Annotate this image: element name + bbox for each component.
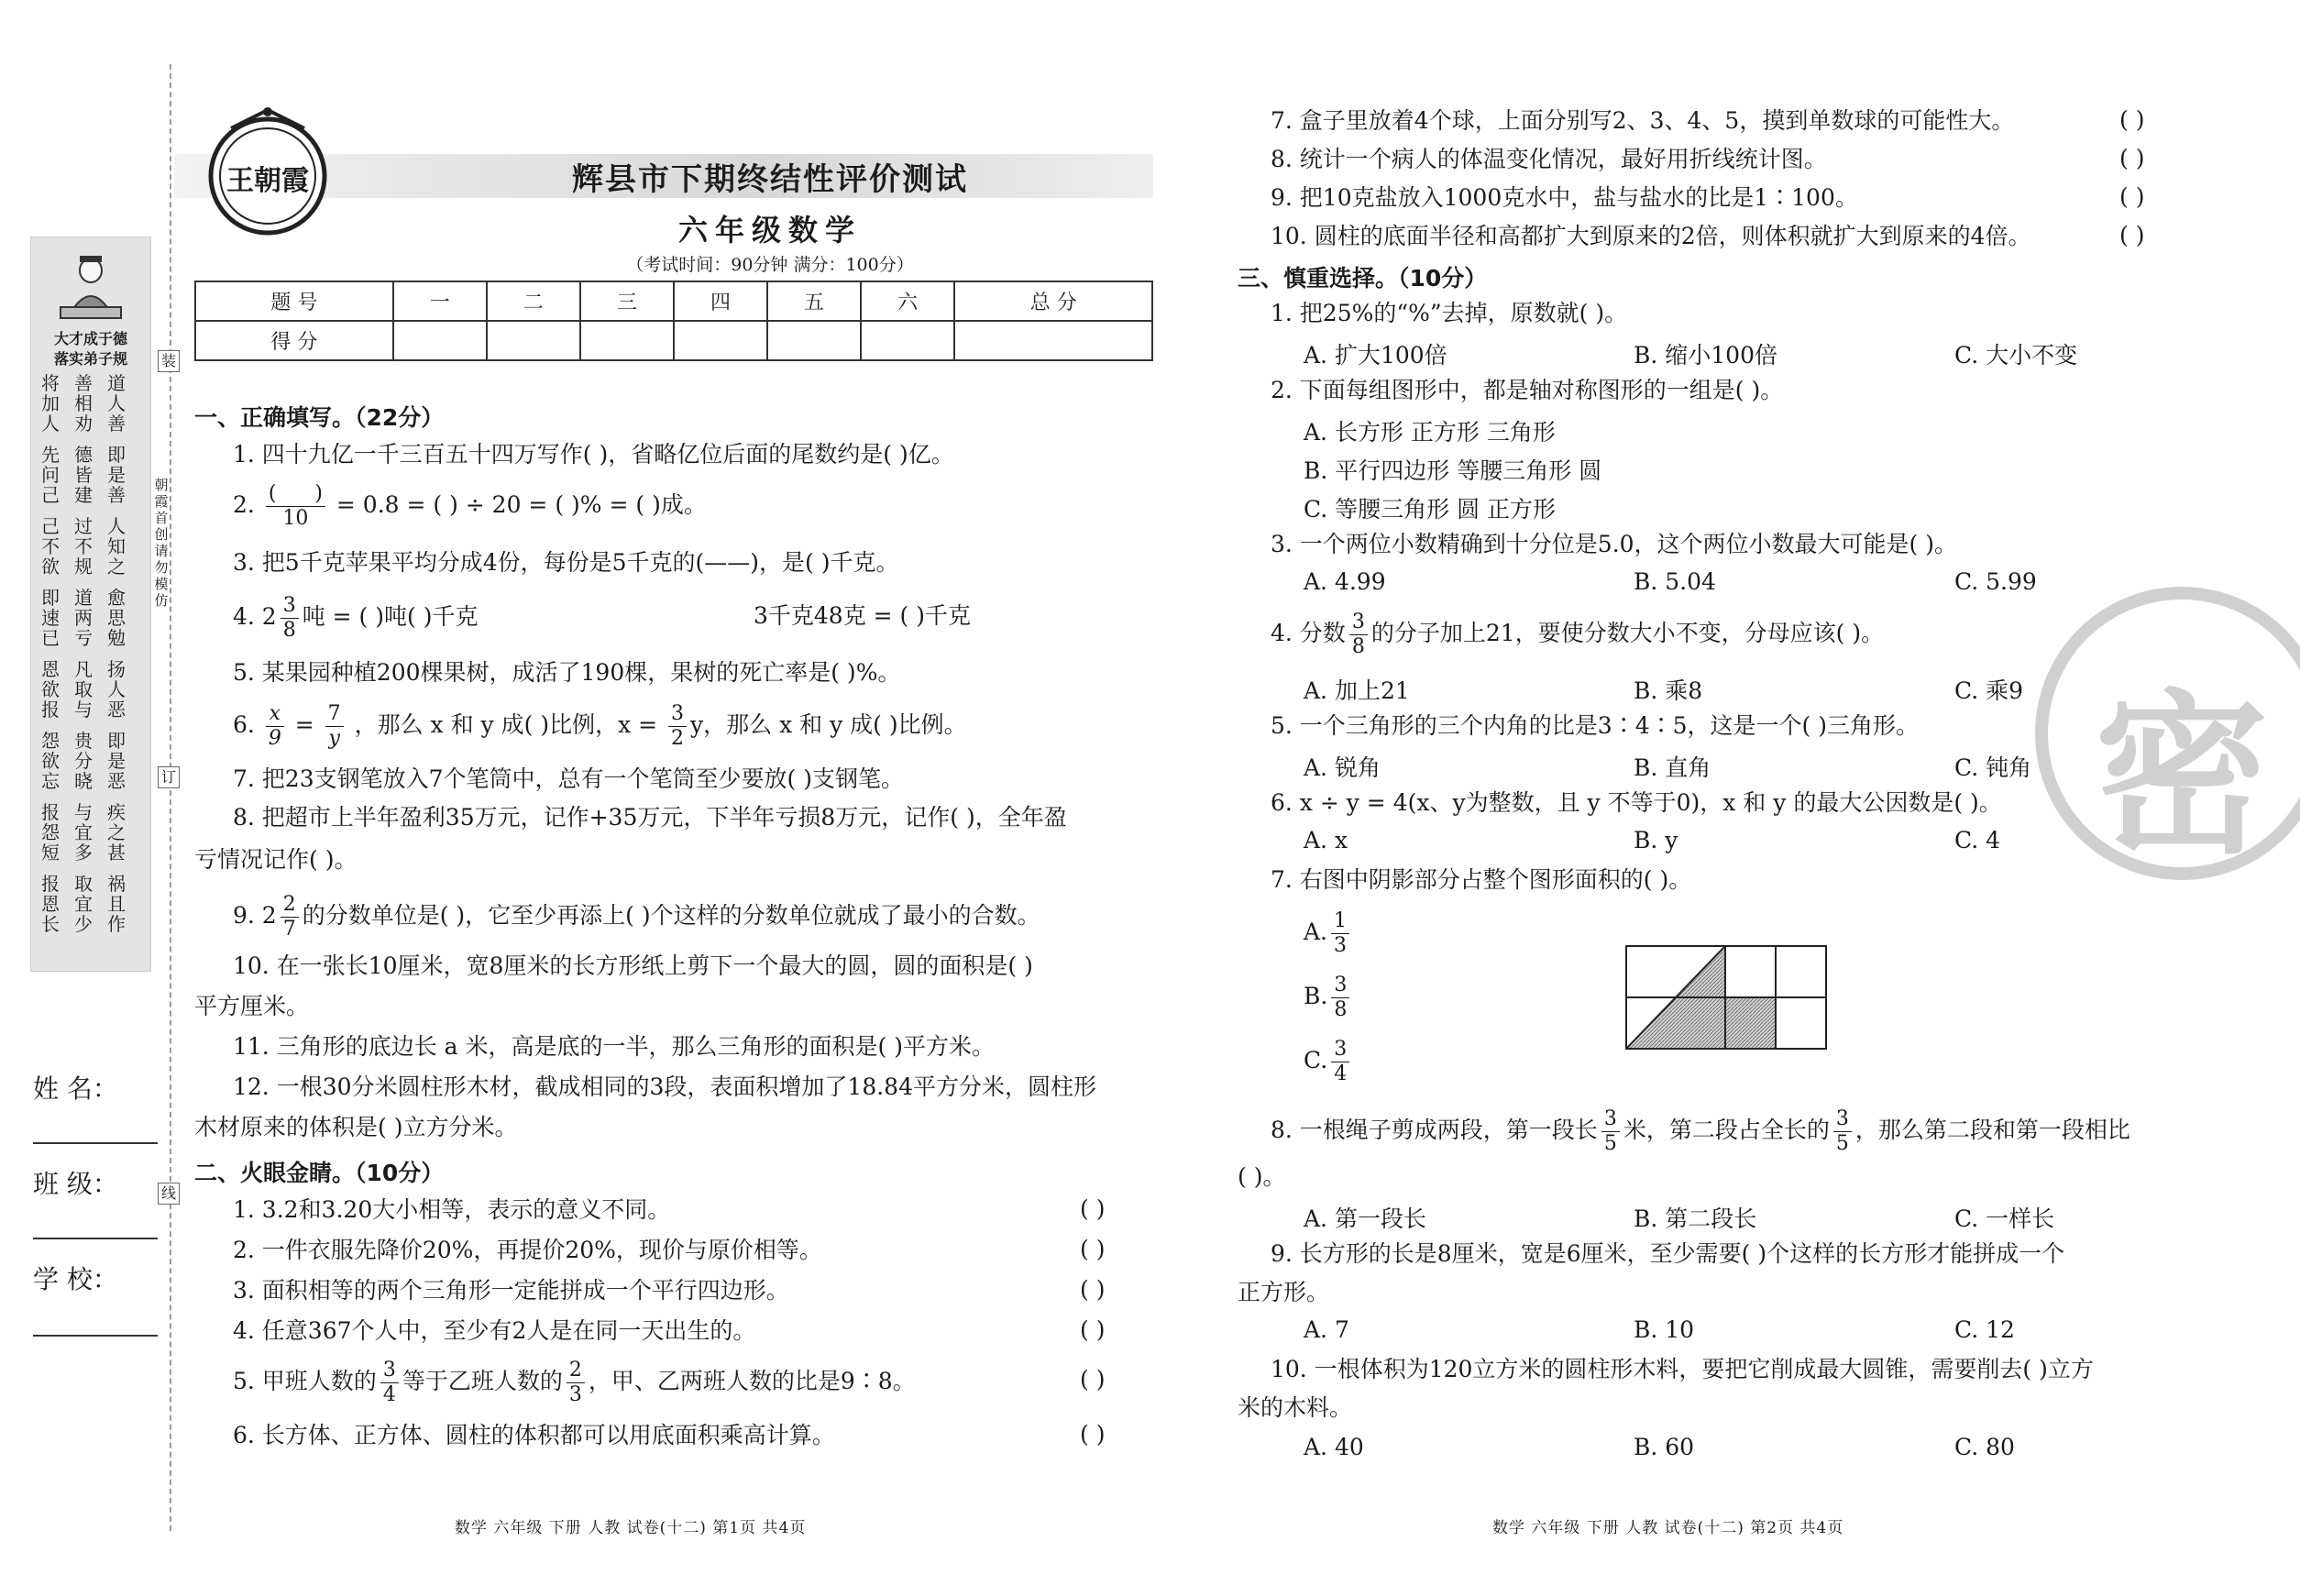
section-1-heading: 一、正确填写。（22分）	[194, 404, 445, 431]
question-3-9b: 正方形。	[1238, 1279, 1330, 1305]
motto-line-2: 落实弟子规	[53, 350, 127, 368]
option-a[interactable]: A. 锐角	[1304, 754, 1381, 781]
question-1-2	[233, 484, 707, 529]
motto-col: 道两亏	[74, 587, 93, 649]
question-2-3: 3. 面积相等的两个三角形一定能拼成一个平行四边形。	[233, 1277, 789, 1304]
judge-blank[interactable]: ( )	[1080, 1316, 1106, 1343]
score-input[interactable]	[767, 321, 861, 360]
fraction-numerator: 7	[325, 704, 344, 727]
option-b[interactable]	[1304, 975, 1353, 1020]
fraction-denominator: 5	[1603, 1132, 1617, 1155]
option-c[interactable]: C. 5.99	[1954, 568, 2037, 595]
question-text: 6.	[233, 711, 255, 738]
option-b[interactable]: B. 平行四边形 等腰三角形 圆	[1304, 457, 1602, 484]
option-c[interactable]: C. 钝角	[1954, 754, 2032, 781]
score-table	[194, 281, 1153, 361]
fraction-denominator: 9	[268, 727, 281, 750]
option-label: C.	[1304, 1047, 1328, 1073]
option-c[interactable]: C. 等腰三角形 圆 正方形	[1304, 496, 1557, 523]
motto-col: 善相劝	[74, 372, 93, 435]
motto-col: 扬人恶	[107, 658, 126, 721]
copyright-note: 朝霞首创 请勿模仿	[154, 477, 169, 609]
scholar-figure-icon	[51, 250, 130, 324]
page-title: 辉县市下期终结性评价测试	[572, 161, 968, 198]
page-footer-right: 数学 六年级 下册 人教 试卷(十二) 第2页 共4页	[1492, 1519, 1844, 1537]
fraction	[1331, 975, 1349, 1020]
question-text: ，那么第二段和第一段相比	[1854, 1117, 2130, 1143]
judge-blank[interactable]: ( )	[2119, 106, 2145, 133]
judge-blank[interactable]: ( )	[1080, 1366, 1106, 1392]
fraction	[281, 596, 299, 641]
question-3-2: 2. 下面每组图形中，都是轴对称图形的一组是( )。	[1271, 377, 1784, 403]
option-b[interactable]: B. 10	[1634, 1316, 1695, 1343]
question-text: 的分子加上21，要使分数大小不变，分母应该( )。	[1370, 620, 1885, 646]
fraction	[380, 1360, 399, 1405]
motto-col: 怨欲忘	[41, 730, 60, 792]
question-1-10b: 平方厘米。	[194, 993, 310, 1019]
question-1-1: 1. 四十九亿一千三百五十四万写作( )，省略亿位后面的尾数约是( )亿。	[233, 441, 954, 468]
option-b[interactable]: B. 第二段长	[1634, 1205, 1757, 1232]
fraction-denominator: 3	[568, 1383, 582, 1406]
fraction-numerator: 1	[1331, 911, 1349, 934]
question-3-7: 7. 右图中阴影部分占整个图形面积的( )。	[1271, 866, 1692, 893]
judge-blank[interactable]: ( )	[2119, 145, 2145, 171]
score-cell: 三	[580, 281, 674, 321]
option-c[interactable]: C. 12	[1954, 1316, 2015, 1343]
motto-col: 己不欲	[41, 515, 60, 578]
fraction-numerator: x	[266, 704, 284, 727]
binding-mark-zhuang: 装	[158, 350, 180, 372]
fraction-numerator: 3	[380, 1360, 399, 1383]
option-c[interactable]: C. 4	[1954, 827, 2001, 853]
option-b[interactable]: B. 缩小100倍	[1634, 342, 1777, 369]
fraction-denominator: 8	[1334, 998, 1348, 1021]
option-a[interactable]: A. 加上21	[1304, 677, 1410, 704]
motto-col: 取宜少	[74, 873, 93, 935]
fraction-denominator: 2	[671, 727, 685, 750]
fraction-numerator: 2	[281, 895, 299, 918]
judge-blank[interactable]: ( )	[1080, 1421, 1106, 1447]
question-text: 4. 2	[233, 603, 277, 630]
fraction	[1833, 1109, 1852, 1154]
fraction-numerator-blank[interactable]: ( )	[266, 484, 325, 507]
option-label: A.	[1304, 919, 1328, 945]
section-3-heading: 三、慎重选择。（10分）	[1238, 265, 1488, 292]
fraction	[266, 704, 284, 749]
fraction	[1331, 1040, 1349, 1084]
motto-col: 疾之甚	[107, 801, 126, 864]
question-2-4: 4. 任意367个人中，至少有2人是在同一天出生的。	[233, 1317, 756, 1344]
fraction-denominator: 5	[1835, 1132, 1849, 1155]
question-2-7: 7. 盒子里放着4个球，上面分别写2、3、4、5，摸到单数球的可能性大。	[1271, 107, 2015, 134]
option-b[interactable]: B. 5.04	[1634, 568, 1716, 595]
judge-blank[interactable]: ( )	[2119, 222, 2145, 248]
fraction-numerator: 3	[281, 596, 299, 619]
motto-col: 将加人	[41, 372, 60, 435]
question-3-8b: ( )。	[1238, 1163, 1286, 1190]
question-1-3: 3. 把5千克苹果平均分成4份，每份是5千克的(——)，是( )千克。	[233, 549, 899, 576]
fraction-denominator: 3	[1334, 934, 1348, 957]
option-a[interactable]: A. 40	[1304, 1434, 1364, 1460]
option-a[interactable]: A. 长方形 正方形 三角形	[1304, 419, 1556, 446]
fraction-denominator: 10	[282, 507, 309, 530]
fraction-numerator: 3	[1833, 1109, 1852, 1132]
question-1-4	[233, 596, 478, 641]
motto-col: 先问己	[41, 444, 60, 506]
judge-blank[interactable]: ( )	[1080, 1195, 1106, 1222]
fraction	[1331, 911, 1349, 956]
confidential-seal-icon	[2035, 587, 2300, 880]
motto-col: 即是恶	[107, 730, 126, 792]
option-a[interactable]: A. 扩大100倍	[1304, 342, 1447, 369]
fraction-denominator: y	[328, 727, 340, 750]
motto-col: 凡取与	[74, 658, 93, 721]
judge-blank[interactable]: ( )	[1080, 1236, 1106, 1262]
fraction-numerator: 2	[567, 1360, 585, 1383]
question-text: 等于乙班人数的	[402, 1368, 563, 1394]
question-1-10a: 10. 在一张长10厘米，宽8厘米的长方形纸上剪下一个最大的圆，圆的面积是( )	[233, 952, 1033, 979]
seal-text: 密	[2094, 675, 2269, 877]
score-cell: 得 分	[195, 321, 393, 360]
option-a[interactable]: A. 第一段长	[1304, 1205, 1426, 1232]
score-input[interactable]	[393, 321, 487, 360]
motto-col: 贵分晓	[74, 730, 93, 792]
question-1-6: 6. $\frac{x}{9}$ = $\frac{7}{y}$ ，那么 x 和 y 成( )比例，x = $\frac{3}{2}$ y，那么 x 和 y 成( )比例。	[233, 702, 967, 750]
fraction	[281, 895, 299, 940]
fraction	[1349, 612, 1368, 657]
question-2-10: 10. 圆柱的底面半径和高都扩大到原来的2倍，则体积就扩大到原来的4倍。	[1271, 223, 2031, 249]
question-3-1: 1. 把25%的“%”去掉，原数就( )。	[1271, 300, 1628, 326]
binding-line	[170, 64, 171, 1531]
question-text: 米，第二段占全长的	[1623, 1117, 1830, 1143]
question-3-10a: 10. 一根体积为120立方米的圆柱形木料，要把它削成最大圆锥，需要削去( )立方	[1271, 1356, 2094, 1382]
page-footer-left: 数学 六年级 下册 人教 试卷(十二) 第1页 共4页	[455, 1519, 807, 1537]
subject-title: 六年级数学	[677, 213, 862, 248]
fraction	[325, 704, 344, 749]
question-text: = 0.8 = ( ) ÷ 20 = ( )% = ( )成。	[336, 491, 707, 518]
fraction	[266, 484, 325, 529]
shaded-square	[1725, 997, 1776, 1049]
sidebar-panel	[30, 237, 151, 972]
question-1-5: 5. 某果园种植200棵果树，成活了190棵，果树的死亡率是( )%。	[233, 659, 901, 686]
fraction	[567, 1360, 585, 1405]
question-1-8a: 8. 把超市上半年盈利35万元，记作+35万元，下半年亏损8万元，记作( )，全年盈	[233, 804, 1067, 831]
motto-col: 人知之	[107, 515, 126, 578]
option-label: B.	[1304, 983, 1328, 1009]
question-2-9: 9. 把10克盐放入1000克水中，盐与盐水的比是1∶100。	[1271, 184, 1858, 211]
score-cell: 四	[674, 281, 767, 321]
score-input[interactable]	[861, 321, 954, 360]
question-number: 2.	[233, 491, 255, 518]
question-text: ，那么 x 和 y 成( )比例，x =	[354, 711, 658, 738]
motto-col: 即是善	[107, 444, 126, 506]
fraction-denominator: 4	[1334, 1062, 1348, 1085]
option-b[interactable]: B. 直角	[1634, 754, 1711, 781]
score-input[interactable]	[954, 321, 1152, 360]
fraction-numerator: 3	[1331, 975, 1349, 998]
motto-block	[40, 373, 143, 960]
question-text: 吨 = ( )吨( )千克	[302, 603, 479, 630]
motto-col: 恩欲报	[41, 658, 60, 721]
motto-col: 过不规	[74, 515, 93, 578]
question-2-1: 1. 3.2和3.20大小相等，表示的意义不同。	[233, 1196, 671, 1223]
motto-col: 与宜多	[74, 801, 93, 864]
score-input[interactable]	[580, 321, 674, 360]
motto-line-1: 大才成于德	[53, 330, 127, 347]
fraction-numerator: 3	[1349, 612, 1368, 635]
question-3-3: 3. 一个两位小数精确到十分位是5.0，这个两位小数最大可能是( )。	[1271, 531, 1958, 557]
option-c[interactable]	[1304, 1040, 1353, 1084]
score-cell: 五	[767, 281, 861, 321]
question-3-10b: 米的木料。	[1238, 1394, 1353, 1421]
question-1-12b: 木材原来的体积是( )立方分米。	[194, 1114, 518, 1140]
motto-col: 报怨短	[41, 801, 60, 864]
class-field[interactable]	[33, 1238, 158, 1239]
motto-col: 祸且作	[107, 873, 126, 935]
score-cell: 一	[393, 281, 487, 321]
question-1-4b: 3千克48克 = ( )千克	[754, 602, 972, 629]
option-a[interactable]: A. 7	[1304, 1316, 1349, 1343]
motto-col: 报恩长	[41, 873, 60, 935]
question-text: 4. 分数	[1271, 620, 1346, 646]
option-a[interactable]: A. x	[1304, 827, 1348, 853]
question-1-12a: 12. 一根30分米圆柱形木材，截成相同的3段，表面积增加了18.84平方分米，圆柱形	[233, 1073, 1096, 1100]
section-2-heading: 二、火眼金睛。（10分）	[194, 1160, 445, 1186]
option-b[interactable]: B. 乘8	[1634, 677, 1703, 704]
school-label: 学 校：	[33, 1264, 118, 1294]
fraction-denominator: 8	[282, 619, 296, 642]
score-cell: 总 分	[954, 281, 1152, 321]
school-field[interactable]	[33, 1335, 158, 1337]
fraction	[668, 704, 687, 749]
question-2-5	[233, 1360, 916, 1405]
question-3-5: 5. 一个三角形的三个内角的比是3∶4∶5，这是一个( )三角形。	[1271, 712, 1919, 739]
fraction-denominator: 7	[282, 918, 296, 941]
option-c[interactable]: C. 80	[1954, 1434, 2015, 1460]
score-cell: 题 号	[195, 281, 393, 321]
question-1-11: 11. 三角形的底边长 a 米，高是底的一半，那么三角形的面积是( )平方米。	[233, 1033, 995, 1060]
motto-col: 德皆建	[74, 444, 93, 506]
question-3-8	[1271, 1109, 2130, 1154]
score-cell: 六	[861, 281, 954, 321]
question-text: ，甲、乙两班人数的比是9∶8。	[588, 1368, 916, 1394]
question-text: 8. 一根绳子剪成两段，第一段长	[1271, 1117, 1598, 1143]
option-a[interactable]: A. 4.99	[1304, 568, 1386, 595]
binding-mark-ding: 订	[158, 766, 180, 788]
option-b[interactable]: B. y	[1634, 827, 1678, 853]
fraction-denominator: 4	[382, 1383, 396, 1406]
fraction-denominator: 8	[1351, 635, 1365, 658]
shaded-grid-figure	[1624, 944, 1828, 1051]
question-3-6: 6. x ÷ y = 4(x、y为整数，且 y 不等于0)，x 和 y 的最大公因数是( )。	[1271, 789, 2002, 816]
question-2-8: 8. 统计一个病人的体温变化情况，最好用折线统计图。	[1271, 146, 1827, 172]
motto-col: 道人善	[107, 372, 126, 435]
fraction	[1601, 1109, 1620, 1154]
fraction-numerator: 3	[1601, 1109, 1620, 1132]
fraction-numerator: 3	[1331, 1040, 1349, 1062]
question-3-9a: 9. 长方形的长是8厘米，宽是6厘米，至少需要( )个这样的长方形才能拼成一个	[1271, 1240, 2065, 1267]
name-field[interactable]	[33, 1142, 158, 1144]
score-input[interactable]	[487, 321, 580, 360]
fraction-numerator: 3	[668, 704, 687, 727]
score-cell: 二	[487, 281, 580, 321]
option-c[interactable]: C. 乘9	[1954, 677, 2024, 704]
score-table-score-row	[195, 321, 1152, 360]
question-text: 的分数单位是( )，它至少再添上( )个这样的分数单位就成了最小的合数。	[302, 902, 1040, 929]
question-2-2: 2. 一件衣服先降价20%，再提价20%，现价与原价相等。	[233, 1237, 822, 1263]
motto-col: 即速已	[41, 587, 60, 649]
question-1-8b: 亏情况记作( )。	[194, 846, 358, 873]
question-text: y，那么 x 和 y 成( )比例。	[690, 711, 967, 738]
binding-mark-xian: 线	[158, 1183, 180, 1205]
question-1-7: 7. 把23支钢笔放入7个笔筒中，总有一个笔筒至少要放( )支钢笔。	[233, 765, 904, 792]
question-text: 5. 甲班人数的	[233, 1368, 377, 1394]
logo-text: 王朝霞	[226, 165, 309, 197]
question-3-4	[1271, 612, 1884, 657]
option-c[interactable]: C. 一样长	[1954, 1205, 2055, 1232]
name-label: 姓 名：	[33, 1073, 118, 1104]
judge-blank[interactable]: ( )	[2119, 183, 2145, 210]
question-2-6: 6. 长方体、正方体、圆柱的体积都可以用底面积乘高计算。	[233, 1422, 835, 1448]
exam-info: （考试时间：90分钟 满分：100分）	[626, 255, 914, 275]
class-label: 班 级：	[33, 1169, 118, 1199]
question-text: 9. 2	[233, 902, 277, 929]
score-table-header-row	[195, 281, 1152, 321]
judge-blank[interactable]: ( )	[1080, 1276, 1106, 1303]
option-c[interactable]: C. 大小不变	[1954, 342, 2078, 369]
option-b[interactable]: B. 60	[1634, 1434, 1695, 1460]
motto-col: 愈思勉	[107, 587, 126, 649]
option-a[interactable]	[1304, 911, 1353, 956]
score-input[interactable]	[674, 321, 767, 360]
question-1-9	[233, 895, 1040, 940]
